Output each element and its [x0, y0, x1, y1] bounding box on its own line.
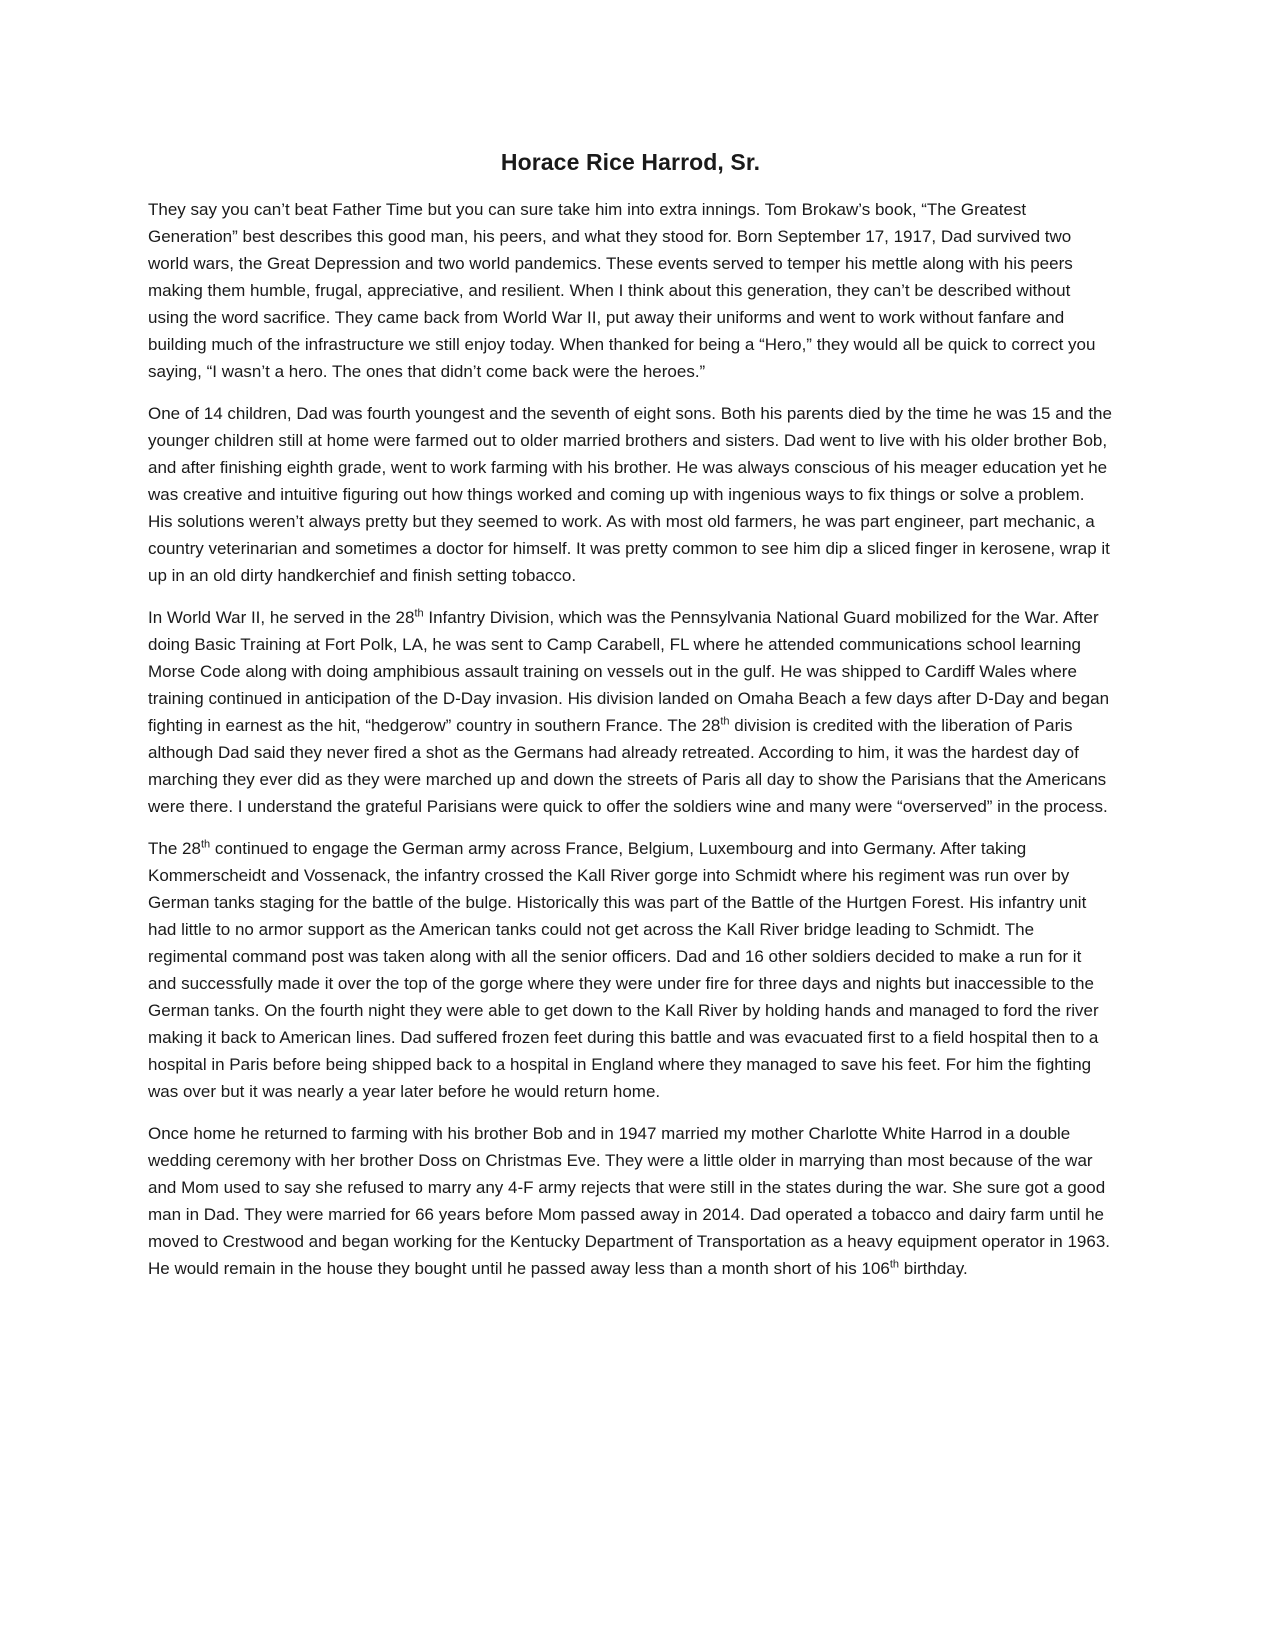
paragraph-text: Infantry Division, which was the Pennsylvania National Guard mobilized for the War. After doing Basic Training at Fort Polk, LA, he was sent to Camp Carabell, FL where he attended communications school learning Morse Code along with doing amphibious assault training on vessels out in the gulf. He was shipped to Cardiff Wales where training continued in anticipation of the D-Day invasion. His division landed on Omaha Beach a few days after D-Day and began fighting in earnest as the hit, “hedgerow” country in southern France. The 28 — [148, 607, 1110, 735]
paragraph-intro — [148, 196, 1113, 385]
paragraph-text: Once home he returned to farming with his brother Bob and in 1947 married my mother Charlotte White Harrod in a double wedding ceremony with her brother Doss on Christmas Eve. They were a little older in marrying than most because of the war and Mom used to say she refused to marry any 4-F army rejects that were still in the states during the war. She sure got a good man in Dad. They were married for 66 years before Mom passed away in 2014. Dad operated a tobacco and dairy farm until he moved to Crestwood and began working for the Kentucky Department of Transportation as a heavy equipment operator in 1963. He would remain in the house they bought until he passed away less than a month short of his 106 — [148, 1123, 1111, 1278]
document-title: Horace Rice Harrod, Sr. — [500, 149, 761, 175]
paragraph-return-home — [148, 1120, 1113, 1282]
ordinal-superscript: th — [200, 838, 211, 851]
paragraph-text: division is credited with the liberation of Paris although Dad said they never fired a shot as the Germans had already retreated. According to him, it was the hardest day of marching they ever did as they were marched up and down the streets of Paris all day to show the Parisians that the Americans were there. I understand the grateful Parisians were quick to offer the soldiers wine and many were “overserved” in the process. — [148, 715, 1108, 816]
paragraph-text: The 28 — [148, 838, 201, 858]
paragraph-hurtgen-forest — [148, 835, 1113, 1105]
paragraph-text: They say you can’t beat Father Time but you can sure take him into extra innings. Tom Brokaw’s book, “The Greatest Generation” best describes this good man, his peers, and what they stood for. Born September 17, 1917, Dad survived two world wars, the Great Depression and two world pandemics. These events served to temper his mettle along with his peers making them humble, frugal, appreciative, and resilient. When I think about this generation, they can’t be described without using the word sacrifice. They came back from World War II, put away their uniforms and went to work without fanfare and building much of the infrastructure we still enjoy today. When thanked for being a “Hero,” they would all be quick to correct you saying, “I wasn’t a hero. The ones that didn’t come back were the heroes.” — [148, 199, 1096, 381]
paragraph-world-war-ii — [148, 604, 1113, 820]
paragraph-text: birthday. — [899, 1258, 968, 1278]
document-body — [148, 148, 1113, 1297]
ordinal-superscript: th — [720, 715, 730, 728]
paragraph-text: In World War II, he served in the 28 — [148, 607, 415, 627]
ordinal-superscript: th — [414, 607, 424, 620]
paragraph-childhood — [148, 400, 1113, 589]
ordinal-superscript: th — [889, 1258, 900, 1271]
paragraph-text: continued to engage the German army across France, Belgium, Luxembourg and into Germany. After taking Kommerscheidt and Vossenack, the infantry crossed the Kall River gorge into Schmidt where his regiment was run over by German tanks staging for the battle of the bulge. Historically this was part of the Battle of the Hurtgen Forest. His infantry unit had little to no armor support as the American tanks could not get across the Kall River bridge leading to Schmidt. The regimental command post was taken along with all the senior officers. Dad and 16 other soldiers decided to make a run for it and successfully made it over the top of the gorge where they were under fire for three days and nights but inaccessible to the German tanks. On the fourth night they were able to get down to the Kall River by holding hands and managed to ford the river making it back to American lines. Dad suffered frozen feet during this battle and was evacuated first to a field hospital then to a hospital in Paris before being shipped back to a hospital in England where they managed to save his feet. For him the fighting was over but it was nearly a year later before he would return home. — [148, 838, 1099, 1101]
paragraph-text: One of 14 children, Dad was fourth youngest and the seventh of eight sons. Both his parents died by the time he was 15 and the younger children still at home were farmed out to older married brothers and sisters. Dad went to live with his older brother Bob, and after finishing eighth grade, went to work farming with his brother. He was always conscious of his meager education yet he was creative and intuitive figuring out how things worked and coming up with ingenious ways to fix things or solve a problem. His solutions weren’t always pretty but they seemed to work. As with most old farmers, he was part engineer, part mechanic, a country veterinarian and sometimes a doctor for himself. It was pretty common to see him dip a sliced finger in kerosene, wrap it up in an old dirty handkerchief and finish setting tobacco. — [148, 403, 1112, 585]
